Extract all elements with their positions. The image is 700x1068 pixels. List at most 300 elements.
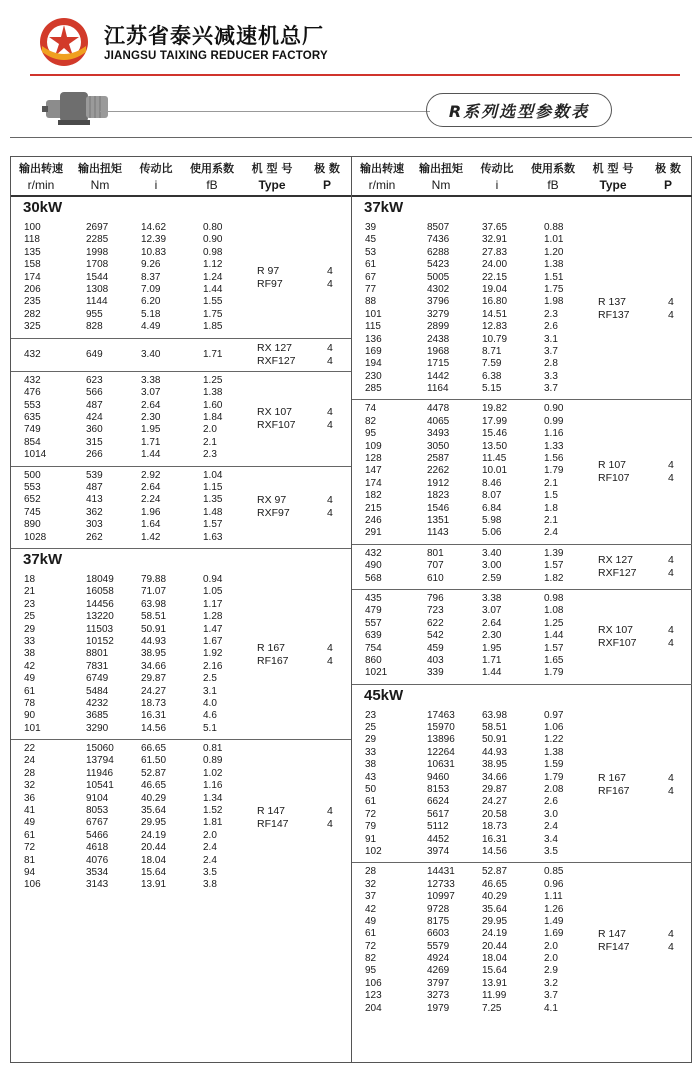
model-type: [257, 406, 341, 432]
table-cell: 2.30: [482, 630, 502, 642]
table-cell: 66.65: [141, 743, 167, 755]
column-header-cn: 输出转速: [19, 162, 63, 175]
table-row: [352, 416, 692, 428]
table-cell: 9.26: [141, 259, 161, 271]
table-row: [352, 866, 692, 878]
table-cell: 72: [24, 842, 36, 854]
table-cell: 95: [365, 965, 377, 977]
table-row: [352, 655, 692, 667]
table-cell: 3493: [427, 428, 450, 440]
column-header: [183, 157, 241, 193]
table-row: [352, 734, 692, 746]
table-cell: 487: [86, 482, 103, 494]
table-cell: 11.99: [482, 990, 507, 1002]
model-line: [257, 642, 341, 655]
table-row: [352, 953, 692, 965]
table-cell: 0.81: [203, 743, 223, 755]
table-cell: 21: [24, 586, 36, 598]
table-cell: 1.55: [203, 296, 223, 308]
model-line: [598, 472, 682, 485]
pole-count: 4: [668, 941, 674, 954]
table-cell: 1.67: [203, 635, 223, 647]
model-name: RXF127: [257, 354, 296, 367]
pole-count: 4: [327, 265, 333, 278]
power-heading: 45kW: [364, 686, 404, 704]
table-row: [352, 796, 692, 808]
table-row: [11, 867, 351, 879]
table-cell: 7436: [427, 234, 450, 246]
title-rule: [100, 111, 430, 112]
table-cell: 749: [24, 424, 41, 436]
table-cell: 1.8: [544, 502, 558, 514]
model-line: [598, 567, 682, 580]
table-cell: 2.8: [544, 358, 558, 370]
model-group: [11, 571, 351, 740]
table-cell: 8175: [427, 915, 450, 927]
table-cell: 46.65: [141, 780, 167, 792]
pole-count: 4: [668, 459, 674, 472]
table-cell: 1.05: [203, 586, 223, 598]
table-cell: 14.62: [141, 222, 167, 233]
model-line: [598, 554, 682, 567]
model-group: [352, 707, 692, 864]
table-cell: 1.42: [141, 531, 161, 543]
column-header-cn: 输出扭矩: [78, 162, 122, 175]
pole-count: 4: [668, 636, 674, 649]
table-row: [11, 879, 351, 891]
table-cell: 0.90: [544, 403, 564, 415]
model-type: [257, 265, 341, 291]
table-cell: 16.80: [482, 296, 508, 308]
model-type: [257, 494, 341, 520]
table-cell: 8153: [427, 784, 450, 796]
table-cell: 3685: [86, 710, 109, 722]
table-cell: 6603: [427, 928, 450, 940]
table-cell: 1.92: [203, 648, 223, 660]
pole-count: 4: [327, 817, 333, 830]
table-cell: 3.7: [544, 345, 558, 357]
table-cell: 2.4: [203, 854, 217, 866]
table-cell: 7831: [86, 660, 109, 672]
model-line: [598, 928, 682, 941]
model-name: R 147: [598, 928, 627, 941]
column-header: [646, 157, 690, 193]
table-cell: 38.95: [141, 648, 167, 660]
table-cell: 1014: [24, 449, 47, 461]
table-row: [352, 383, 692, 395]
model-line: [257, 655, 341, 668]
table-cell: 49: [24, 673, 36, 685]
pole-count: 4: [668, 784, 674, 797]
table-cell: 432: [24, 348, 41, 360]
table-cell: 5.1: [203, 722, 217, 734]
table-cell: 1.79: [544, 667, 564, 679]
table-cell: 1.38: [544, 259, 564, 271]
table-cell: 4269: [427, 965, 450, 977]
table-cell: 1144: [86, 296, 108, 308]
table-cell: 5466: [86, 829, 109, 841]
table-cell: 754: [365, 642, 382, 654]
model-group: [352, 863, 692, 1019]
model-line: [257, 507, 341, 520]
table-cell: 10541: [86, 780, 114, 792]
table-cell: 1.59: [544, 759, 564, 771]
model-group: [352, 400, 692, 544]
table-cell: 1442: [427, 370, 450, 382]
table-cell: 2.4: [203, 842, 217, 854]
column-header: [131, 157, 181, 193]
table-cell: 3.38: [141, 374, 161, 386]
table-cell: 1.60: [203, 399, 223, 411]
pole-count: 4: [668, 309, 674, 322]
table-row: [352, 1003, 692, 1015]
table-cell: 1.79: [544, 465, 564, 477]
table-row: [11, 234, 351, 246]
table-cell: 2.6: [544, 796, 558, 808]
table-row: [11, 793, 351, 805]
table-cell: 1.49: [544, 915, 564, 927]
model-group: [11, 339, 351, 372]
model-group: [11, 467, 351, 549]
table-cell: 6.20: [141, 296, 161, 308]
table-cell: 3534: [86, 866, 109, 878]
table-cell: 424: [86, 412, 103, 424]
company-name-en: JIANGSU TAIXING REDUCER FACTORY: [104, 50, 328, 62]
table-cell: 3797: [427, 977, 450, 989]
table-cell: 1.28: [203, 611, 223, 623]
table-cell: 61: [365, 796, 377, 808]
table-cell: 1.52: [203, 805, 223, 817]
table-header: [11, 157, 351, 197]
table-cell: 3050: [427, 440, 450, 452]
table-cell: 3.40: [482, 547, 502, 559]
table-cell: 204: [365, 1002, 382, 1014]
model-line: [598, 785, 682, 798]
pole-count: 4: [327, 804, 333, 817]
table-cell: 1.82: [544, 572, 564, 584]
table-cell: 2.6: [544, 321, 558, 333]
table-cell: 362: [86, 506, 103, 518]
table-cell: 63.98: [141, 598, 167, 610]
table-cell: 14.51: [482, 308, 508, 320]
model-name: R 97: [257, 265, 280, 278]
table-row: [352, 284, 692, 296]
table-row: [352, 846, 692, 858]
table-cell: 3.07: [141, 387, 161, 399]
table-cell: 118: [24, 234, 40, 246]
model-type: [598, 296, 682, 322]
table-cell: 2587: [427, 453, 450, 465]
table-cell: 432: [24, 374, 41, 386]
table-cell: 1.63: [203, 531, 223, 543]
table-cell: 0.94: [203, 573, 223, 585]
table-row: [352, 490, 692, 502]
table-cell: 67: [365, 271, 377, 283]
table-cell: 158: [24, 259, 41, 271]
table-cell: 40.29: [482, 891, 508, 903]
table-cell: 1.22: [544, 734, 564, 746]
table-cell: 44.93: [141, 635, 167, 647]
model-name: RXF127: [598, 566, 637, 579]
table-cell: 7.09: [141, 283, 161, 295]
table-cell: 500: [24, 469, 41, 481]
table-cell: 45: [365, 234, 377, 246]
pole-count: 4: [668, 566, 674, 579]
table-cell: 1.34: [203, 792, 223, 804]
column-header-cn: 传动比: [139, 162, 173, 175]
table-left-column: [11, 157, 351, 896]
pole-count: 4: [668, 928, 674, 941]
table-cell: 5.15: [482, 383, 502, 395]
model-name: RX 97: [257, 494, 287, 507]
table-cell: 16058: [86, 586, 114, 598]
table-cell: 1.47: [203, 623, 223, 635]
table-cell: 6624: [427, 796, 450, 808]
model-name: RXF107: [257, 418, 296, 431]
column-header-cn: 机 型 号: [592, 162, 634, 175]
table-cell: 0.98: [544, 592, 564, 604]
table-cell: 557: [365, 617, 382, 629]
page-title: R系列选型参数表: [426, 93, 612, 127]
table-row: [352, 821, 692, 833]
table-cell: 403: [427, 654, 444, 666]
table-cell: 246: [365, 514, 382, 526]
table-cell: 52.87: [482, 866, 508, 878]
table-cell: 1.20: [544, 246, 564, 258]
table-row: [11, 321, 351, 333]
power-heading: 37kW: [364, 199, 404, 216]
table-cell: 568: [365, 572, 382, 584]
column-header: [472, 157, 522, 193]
pole-count: 4: [327, 405, 333, 418]
column-header-cn: 极 数: [655, 162, 681, 175]
table-cell: 1544: [86, 271, 109, 283]
table-cell: 95: [365, 428, 377, 440]
table-cell: 182: [365, 490, 382, 502]
table-cell: 15.64: [482, 965, 508, 977]
table-row: [352, 403, 692, 415]
table-cell: 1.25: [203, 374, 223, 386]
table-cell: 28: [365, 866, 377, 878]
table-cell: 1.95: [141, 424, 161, 436]
table-cell: 2.64: [482, 617, 502, 629]
table-row: [11, 780, 351, 792]
table-cell: 17463: [427, 709, 455, 721]
table-cell: 1.08: [544, 605, 564, 617]
table-row: [352, 904, 692, 916]
table-row: [11, 247, 351, 259]
table-cell: 12.39: [141, 234, 167, 246]
table-cell: 1.71: [482, 654, 502, 666]
table-cell: 27.83: [482, 246, 508, 258]
table-cell: 101: [365, 308, 382, 320]
table-cell: 2.4: [544, 527, 558, 539]
table-cell: 49: [365, 915, 377, 927]
model-name: RXF107: [598, 636, 637, 649]
column-header-unit: Nm: [90, 178, 110, 192]
table-cell: 1.85: [203, 321, 223, 333]
table-cell: 2.0: [544, 953, 558, 965]
table-cell: 435: [365, 592, 382, 604]
table-cell: 339: [427, 667, 444, 679]
table-row: [11, 470, 351, 482]
table-cell: 1143: [427, 527, 449, 539]
table-cell: 42: [24, 660, 36, 672]
table-cell: 2.5: [203, 673, 217, 685]
table-cell: 649: [86, 348, 103, 360]
table-cell: 20.44: [141, 842, 167, 854]
table-cell: 90: [24, 710, 36, 722]
model-name: RF167: [257, 655, 289, 668]
table-cell: 128: [365, 453, 382, 465]
table-cell: 72: [365, 940, 377, 952]
table-cell: 46.65: [482, 878, 508, 890]
table-cell: 81: [24, 854, 36, 866]
model-name: RF147: [598, 941, 630, 954]
table-cell: 1.25: [544, 617, 564, 629]
table-cell: 1.71: [141, 436, 161, 448]
table-cell: 1164: [427, 383, 449, 395]
table-cell: 1.38: [203, 387, 223, 399]
model-type: [598, 772, 682, 798]
table-cell: 487: [86, 399, 103, 411]
table-cell: 5.06: [482, 527, 502, 539]
table-cell: 1.65: [544, 654, 564, 666]
table-cell: 1.95: [482, 642, 502, 654]
table-cell: 215: [365, 502, 382, 514]
table-cell: 13.91: [482, 977, 508, 989]
model-name: RX 127: [257, 341, 293, 354]
model-name: R 167: [257, 642, 286, 655]
table-cell: 1998: [86, 246, 109, 258]
table-cell: 796: [427, 592, 444, 604]
model-line: [598, 637, 682, 650]
table-cell: 5005: [427, 271, 450, 283]
table-cell: 7.59: [482, 358, 502, 370]
table-cell: 14431: [427, 866, 455, 878]
model-line: [257, 805, 341, 818]
table-cell: 801: [427, 547, 444, 559]
table-cell: 6288: [427, 246, 450, 258]
table-cell: 4232: [86, 697, 109, 709]
table-cell: 5112: [427, 821, 449, 833]
table-cell: 2262: [427, 465, 450, 477]
table-cell: 1.51: [544, 271, 564, 283]
table-cell: 33: [24, 635, 36, 647]
table-cell: 36: [24, 792, 36, 804]
column-header-cn: 极 数: [314, 162, 340, 175]
table-cell: 11946: [86, 767, 114, 779]
model-group: [11, 740, 351, 896]
table-cell: 1.84: [203, 412, 223, 424]
table-cell: 3796: [427, 296, 450, 308]
table-cell: 33: [365, 746, 377, 758]
table-cell: 3273: [427, 990, 450, 1002]
table-row: [11, 855, 351, 867]
table-cell: 82: [365, 415, 377, 427]
table-cell: 1.75: [544, 283, 564, 295]
table-cell: 828: [86, 321, 103, 333]
table-cell: 282: [24, 308, 41, 320]
table-row: [11, 586, 351, 598]
table-cell: 1351: [427, 514, 450, 526]
table-cell: 6.38: [482, 370, 502, 382]
table-row: [11, 309, 351, 321]
table-cell: 1.38: [544, 746, 564, 758]
table-row: [11, 611, 351, 623]
table-cell: 4065: [427, 415, 450, 427]
table-row: [11, 686, 351, 698]
table-cell: 11503: [86, 623, 114, 635]
table-cell: 136: [365, 333, 382, 345]
table-cell: 7.25: [482, 1002, 502, 1014]
table-cell: 9460: [427, 771, 450, 783]
table-cell: 61: [365, 259, 377, 271]
column-header-unit: Type: [599, 178, 627, 192]
table-cell: 4.0: [203, 697, 217, 709]
table-cell: 0.96: [544, 878, 564, 890]
model-type: [598, 554, 682, 580]
table-cell: 9104: [86, 792, 109, 804]
pole-count: 4: [668, 771, 674, 784]
table-cell: 1.56: [544, 453, 564, 465]
table-row: [11, 830, 351, 842]
table-cell: 18: [24, 573, 36, 585]
model-type: [598, 928, 682, 954]
table-cell: 94: [24, 866, 36, 878]
table-cell: 10997: [427, 891, 455, 903]
table-cell: 37.65: [482, 222, 508, 233]
table-cell: 745: [24, 506, 41, 518]
gear-reducer-icon: [42, 82, 112, 130]
table-row: [352, 222, 692, 234]
table-cell: 174: [365, 477, 382, 489]
table-row: [11, 387, 351, 399]
table-cell: 82: [365, 953, 377, 965]
table-cell: 14.56: [141, 722, 167, 734]
model-line: [257, 818, 341, 831]
table-cell: 15060: [86, 743, 114, 755]
table-cell: 44.93: [482, 746, 508, 758]
table-cell: 91: [365, 833, 377, 845]
table-cell: 61: [24, 829, 36, 841]
pole-count: 4: [327, 354, 333, 367]
table-cell: 19.04: [482, 283, 508, 295]
table-row: [352, 809, 692, 821]
table-cell: 2.64: [141, 482, 161, 494]
table-cell: 24.27: [482, 796, 508, 808]
table-cell: 15.46: [482, 428, 508, 440]
table-row: [352, 605, 692, 617]
table-cell: 40.29: [141, 792, 167, 804]
table-row: [11, 743, 351, 755]
model-group: [352, 545, 692, 590]
column-header-unit: i: [154, 178, 158, 192]
table-cell: 1.11: [544, 891, 563, 903]
table-cell: 43: [365, 771, 377, 783]
table-cell: 0.99: [544, 415, 564, 427]
table-cell: 3.7: [544, 990, 558, 1002]
table-cell: 20.44: [482, 940, 508, 952]
table-cell: 24.19: [141, 829, 167, 841]
table-cell: 479: [365, 605, 382, 617]
table-cell: 1.44: [482, 667, 502, 679]
table-cell: 32: [24, 780, 36, 792]
table-cell: 29.95: [141, 817, 167, 829]
table-cell: 1.44: [203, 283, 223, 295]
table-cell: 1.16: [544, 428, 564, 440]
table-cell: 5617: [427, 808, 450, 820]
